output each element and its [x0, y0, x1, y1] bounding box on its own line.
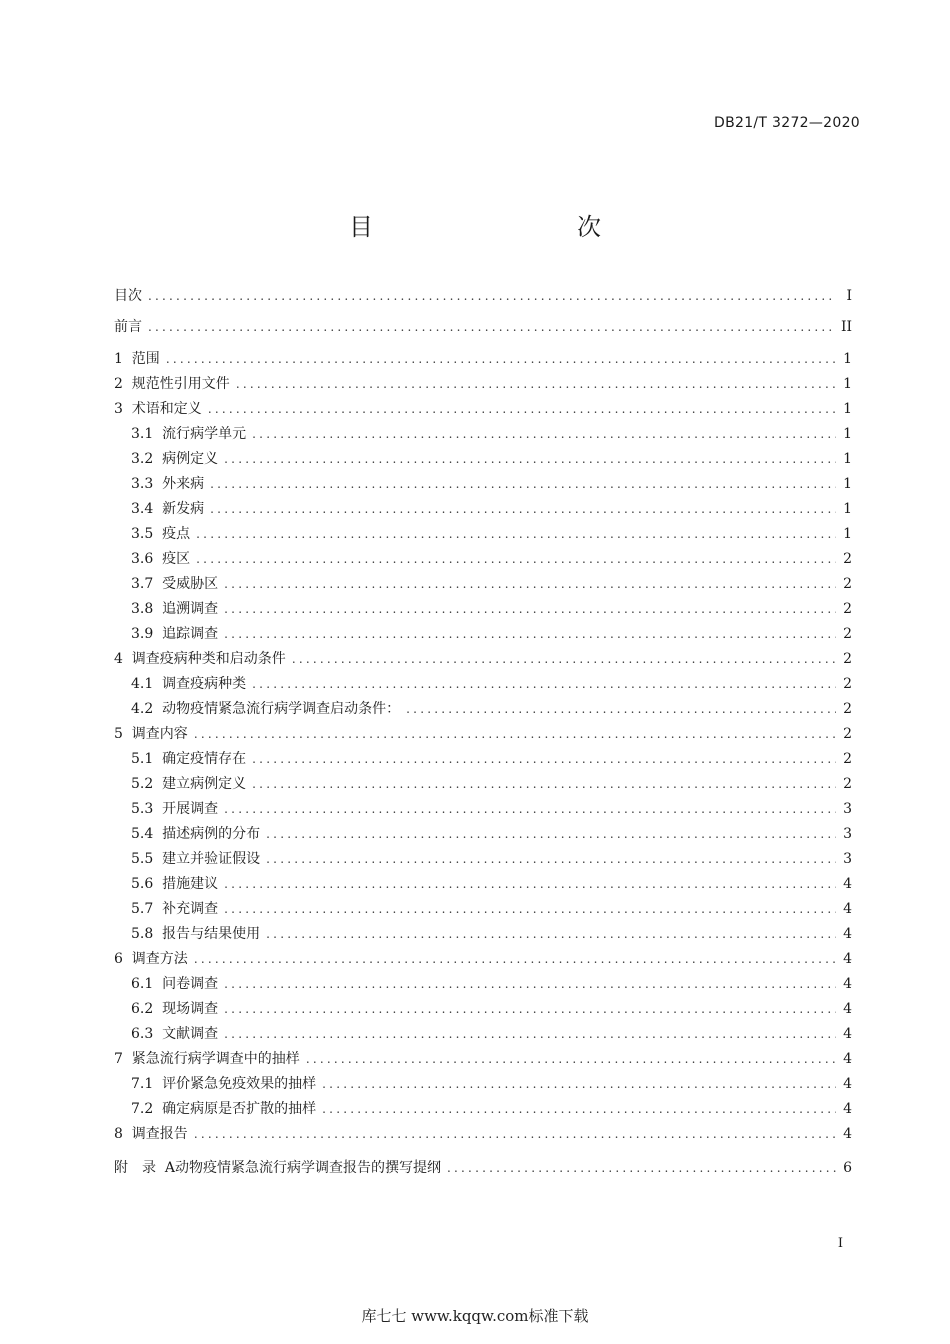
toc-leader-dots — [224, 573, 836, 595]
toc-entry-label: 5 调查内容 — [114, 726, 188, 742]
toc-entry-label: 4.2 动物疫情紧急流行病学调查启动条件： — [131, 701, 401, 717]
toc-entry[interactable] — [131, 798, 852, 820]
toc-entry[interactable] — [131, 1023, 852, 1045]
toc-leader-dots — [252, 673, 836, 695]
toc-leader-dots — [292, 648, 836, 670]
toc-entry-label: 8 调查报告 — [114, 1126, 188, 1142]
toc-entry-page: 3 — [843, 826, 852, 842]
toc-entry-label: 3.6 疫区 — [131, 551, 191, 567]
toc-leader-dots — [210, 473, 836, 495]
toc-entry[interactable] — [114, 348, 852, 370]
toc-leader-dots — [224, 598, 836, 620]
toc-leader-dots — [236, 373, 836, 395]
toc-leader-dots — [148, 285, 836, 307]
toc-entry-label: 5.2 建立病例定义 — [131, 776, 247, 792]
toc-entry[interactable] — [114, 1157, 852, 1179]
toc-entry-page: 1 — [843, 476, 852, 492]
document-code: DB21/T 3272—2020 — [714, 115, 860, 131]
toc-entry-page: II — [840, 319, 852, 335]
toc-entry-page: 2 — [843, 651, 852, 667]
toc-entry-label: 6.2 现场调查 — [131, 1001, 219, 1017]
toc-entry-label: 4 调查疫病种类和启动条件 — [114, 651, 286, 667]
toc-entry[interactable] — [131, 823, 852, 845]
toc-entry-label: 6.3 文献调查 — [131, 1026, 219, 1042]
toc-leader-dots — [266, 823, 836, 845]
toc-entry-page: 1 — [843, 351, 852, 367]
toc-entry-label: 3 术语和定义 — [114, 401, 202, 417]
toc-entry-page: 1 — [843, 501, 852, 517]
toc-entry[interactable] — [131, 548, 852, 570]
toc-entry[interactable] — [131, 623, 852, 645]
toc-entry[interactable] — [114, 648, 852, 670]
toc-entry[interactable] — [131, 748, 852, 770]
toc-leader-dots — [322, 1098, 836, 1120]
toc-leader-dots — [406, 698, 836, 720]
toc-leader-dots — [224, 798, 836, 820]
toc-entry-label: 3.1 流行病学单元 — [131, 426, 247, 442]
toc-entry-page: 4 — [843, 1101, 852, 1117]
toc-entry[interactable] — [114, 398, 852, 420]
toc-entry[interactable] — [114, 1123, 852, 1145]
toc-entry[interactable] — [114, 723, 852, 745]
toc-entry-label: 目次 — [114, 288, 142, 304]
toc-entry-label: 3.9 追踪调查 — [131, 626, 219, 642]
toc-entry-page: 2 — [843, 676, 852, 692]
toc-entry[interactable] — [114, 948, 852, 970]
toc-entry[interactable] — [131, 1098, 852, 1120]
toc-entry[interactable] — [131, 423, 852, 445]
toc-entry-page: 2 — [843, 776, 852, 792]
toc-leader-dots — [166, 348, 836, 370]
toc-leader-dots — [266, 923, 836, 945]
toc-leader-dots — [252, 423, 836, 445]
toc-entry-page: 4 — [843, 1051, 852, 1067]
toc-entry-label: 1 范围 — [114, 351, 160, 367]
toc-leader-dots — [252, 748, 836, 770]
toc-entry-label: 7.1 评价紧急免疫效果的抽样 — [131, 1076, 317, 1092]
toc-entry-page: 3 — [843, 851, 852, 867]
toc-entry[interactable] — [131, 498, 852, 520]
toc-entry-label: 7.2 确定病原是否扩散的抽样 — [131, 1101, 317, 1117]
toc-entry-label: 3.5 疫点 — [131, 526, 191, 542]
toc-entry[interactable] — [131, 448, 852, 470]
toc-leader-dots — [224, 873, 836, 895]
toc-entry[interactable] — [114, 373, 852, 395]
toc-entry-page: 4 — [843, 1076, 852, 1092]
toc-entry-page: 2 — [843, 576, 852, 592]
toc-entry-page: 2 — [843, 726, 852, 742]
toc-entry[interactable] — [114, 316, 852, 338]
toc-entry-label: 附 录 A动物疫情紧急流行病学调查报告的撰写提纲 — [114, 1160, 442, 1176]
toc-entry-label: 7 紧急流行病学调查中的抽样 — [114, 1051, 300, 1067]
toc-entry-label: 6 调查方法 — [114, 951, 188, 967]
toc-entry[interactable] — [131, 473, 852, 495]
toc-leader-dots — [194, 948, 836, 970]
toc-entry-page: 1 — [843, 526, 852, 542]
toc-leader-dots — [194, 1123, 836, 1145]
toc-entry-page: 2 — [843, 601, 852, 617]
toc-entry[interactable] — [131, 523, 852, 545]
footer-watermark: 库七七 www.kqqw.com标准下载 — [361, 1307, 589, 1325]
toc-entry-label: 5.1 确定疫情存在 — [131, 751, 247, 767]
toc-entry-page: 4 — [843, 976, 852, 992]
toc-leader-dots — [224, 973, 836, 995]
toc-entry[interactable] — [131, 773, 852, 795]
toc-entry-page: 4 — [843, 926, 852, 942]
toc-entry-page: 1 — [843, 426, 852, 442]
toc-entry-label: 5.4 描述病例的分布 — [131, 826, 261, 842]
toc-entry-label: 3.3 外来病 — [131, 476, 205, 492]
toc-leader-dots — [196, 548, 836, 570]
toc-leader-dots — [447, 1157, 836, 1179]
toc-entry-label: 5.6 措施建议 — [131, 876, 219, 892]
toc-entry-page: 1 — [843, 451, 852, 467]
toc-entry-label: 5.3 开展调查 — [131, 801, 219, 817]
toc-entry-label: 2 规范性引用文件 — [114, 376, 230, 392]
toc-entry[interactable] — [131, 898, 852, 920]
toc-entry-page: 4 — [843, 1026, 852, 1042]
toc-entry-label: 5.7 补充调查 — [131, 901, 219, 917]
toc-entry[interactable] — [131, 698, 852, 720]
toc-entry-page: 4 — [843, 901, 852, 917]
toc-leader-dots — [224, 448, 836, 470]
toc-entry-label: 3.7 受威胁区 — [131, 576, 219, 592]
toc-entry-label: 前言 — [114, 319, 142, 335]
toc-entry-page: 3 — [843, 801, 852, 817]
toc-entry-page: 4 — [843, 1126, 852, 1142]
toc-leader-dots — [306, 1048, 836, 1070]
toc-entry[interactable] — [131, 923, 852, 945]
toc-entry-page: 1 — [843, 401, 852, 417]
toc-entry[interactable] — [131, 873, 852, 895]
toc-leader-dots — [224, 998, 836, 1020]
toc-leader-dots — [148, 316, 835, 338]
toc-leader-dots — [224, 623, 836, 645]
toc-entry-label: 5.5 建立并验证假设 — [131, 851, 261, 867]
toc-entry[interactable] — [114, 1048, 852, 1070]
toc-entry-page: 2 — [843, 626, 852, 642]
toc-leader-dots — [252, 773, 836, 795]
toc-entry-label: 3.8 追溯调查 — [131, 601, 219, 617]
toc-entry-page: 4 — [843, 1001, 852, 1017]
toc-entry-page: 4 — [843, 951, 852, 967]
page-title: 目 次 — [349, 213, 653, 241]
toc-entry[interactable] — [131, 598, 852, 620]
toc-entry[interactable] — [131, 673, 852, 695]
toc-leader-dots — [208, 398, 836, 420]
toc-entry-label: 3.2 病例定义 — [131, 451, 219, 467]
toc-entry-label: 6.1 问卷调查 — [131, 976, 219, 992]
toc-entry-page: 6 — [843, 1160, 852, 1176]
toc-entry[interactable] — [131, 848, 852, 870]
toc-entry-page: 2 — [843, 551, 852, 567]
toc-leader-dots — [210, 498, 836, 520]
toc-entry[interactable] — [131, 573, 852, 595]
toc-entry[interactable] — [131, 1073, 852, 1095]
toc-entry-page: I — [846, 288, 852, 304]
page-number: I — [837, 1236, 843, 1251]
toc-entry-page: 4 — [843, 876, 852, 892]
toc-entry-label: 4.1 调查疫病种类 — [131, 676, 247, 692]
toc-leader-dots — [196, 523, 836, 545]
toc-leader-dots — [224, 1023, 836, 1045]
toc-entry[interactable] — [131, 998, 852, 1020]
toc-entry-page: 2 — [843, 751, 852, 767]
toc-entry[interactable] — [114, 285, 852, 307]
toc-entry-page: 1 — [843, 376, 852, 392]
toc-entry-page: 2 — [843, 701, 852, 717]
toc-entry-label: 3.4 新发病 — [131, 501, 205, 517]
toc-entry-label: 5.8 报告与结果使用 — [131, 926, 261, 942]
toc-entry[interactable] — [131, 973, 852, 995]
toc-leader-dots — [266, 848, 836, 870]
toc-leader-dots — [194, 723, 836, 745]
toc-leader-dots — [224, 898, 836, 920]
toc-leader-dots — [322, 1073, 836, 1095]
